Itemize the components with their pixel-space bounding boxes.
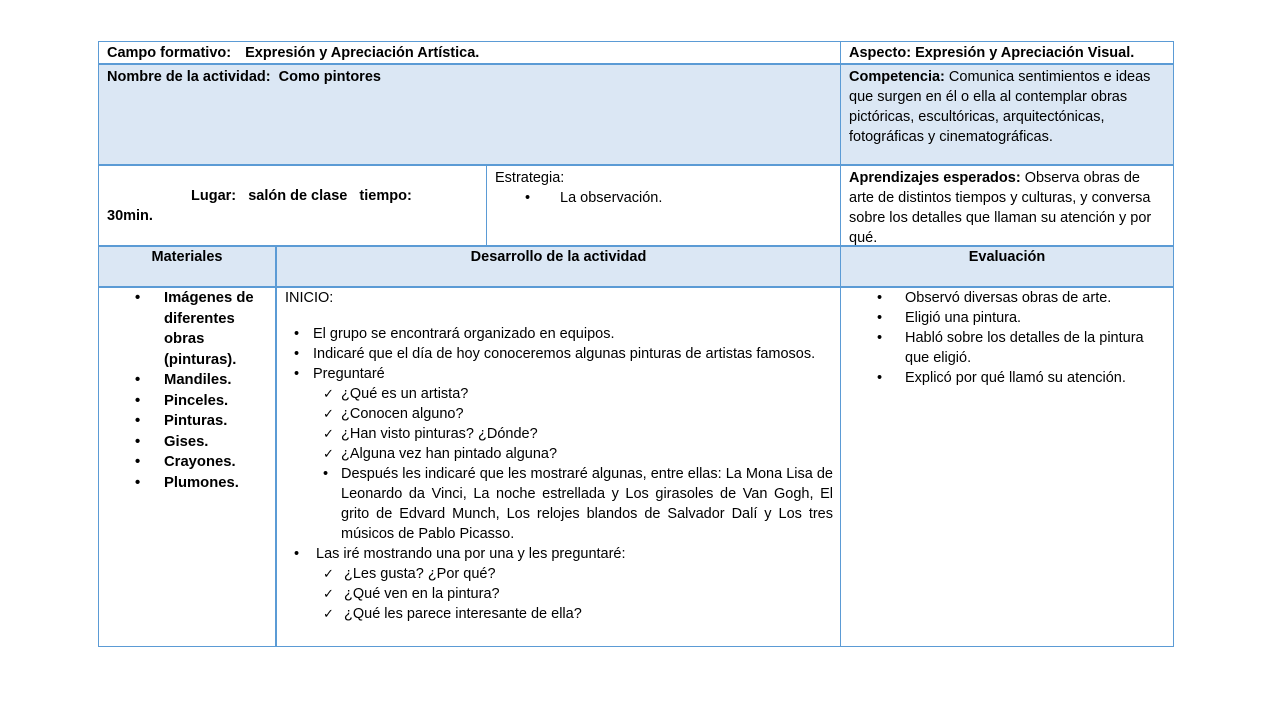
border-right bbox=[1173, 41, 1174, 647]
aprendizajes-text: Observa obras de arte de distintos tiempos y culturas, y conversa sobre los detalles que llaman su atención y por qué. bbox=[849, 170, 1152, 245]
nombre-label: Nombre de la actividad: bbox=[107, 69, 271, 85]
desarrollo-bullet: • Preguntaré bbox=[285, 364, 833, 384]
estrategia-cell bbox=[487, 166, 840, 245]
pregunta-item: ✓ ¿Qué es un artista? bbox=[285, 384, 833, 404]
evaluacion-item: • Eligió una pintura. bbox=[877, 310, 1022, 326]
estrategia-label: Estrategia: bbox=[495, 170, 565, 186]
col-header-materiales: Materiales bbox=[151, 249, 223, 265]
aprendizajes-cell bbox=[841, 166, 1173, 245]
pregunta-item: ✓ ¿Conocen alguno? bbox=[285, 404, 833, 424]
nombre-value: Como pintores bbox=[278, 69, 381, 85]
competencia-cell bbox=[841, 65, 1173, 164]
lugar-cell bbox=[99, 166, 486, 245]
desarrollo-bullet: • Las iré mostrando una por una y les preguntaré: bbox=[285, 544, 833, 564]
campo-formativo-cell bbox=[99, 42, 840, 63]
evaluacion-item: • Explicó por qué llamó su atención. bbox=[877, 370, 1126, 386]
evaluacion-item: • Observó diversas obras de arte. bbox=[877, 290, 1112, 306]
material-item: • Pinceles. bbox=[135, 392, 229, 409]
campo-label: Campo formativo: bbox=[107, 45, 232, 61]
desarrollo-cell bbox=[277, 288, 840, 646]
material-item: • Crayones. bbox=[135, 454, 236, 470]
lugar-line1: Lugar: salón de clase tiempo: bbox=[191, 188, 412, 204]
materiales-cell bbox=[99, 288, 275, 646]
estrategia-item: • La observación. bbox=[525, 190, 663, 206]
col-header-evaluacion: Evaluación bbox=[968, 249, 1046, 265]
material-item: • Mandiles. bbox=[135, 372, 232, 388]
pregunta-item: ✓ ¿Alguna vez han pintado alguna? bbox=[285, 444, 833, 464]
pregunta-item: ✓ ¿Les gusta? ¿Por qué? bbox=[285, 564, 833, 584]
desarrollo-bullet: • El grupo se encontrará organizado en equipos. bbox=[285, 324, 833, 344]
campo-value: Expresión y Apreciación Artística. bbox=[245, 45, 480, 61]
aspecto-text: Aspecto: Expresión y Apreciación Visual. bbox=[849, 45, 1135, 61]
evaluacion-cell bbox=[841, 288, 1173, 646]
competencia-label: Competencia: bbox=[849, 69, 945, 85]
desarrollo-bullet: • Indicaré que el día de hoy conoceremos algunas pinturas de artistas famosos. bbox=[285, 344, 833, 364]
pregunta-item: ✓ ¿Qué ven en la pintura? bbox=[285, 584, 833, 604]
material-item: • Plumones. bbox=[135, 474, 239, 491]
border-bottom bbox=[99, 646, 1174, 647]
aspecto-cell bbox=[841, 42, 1173, 63]
material-item: • Pinturas. bbox=[135, 413, 228, 429]
materiales-list bbox=[99, 288, 269, 493]
lugar-line2: 30min. bbox=[107, 208, 153, 224]
col-header-desarrollo: Desarrollo de la actividad bbox=[470, 249, 647, 265]
inicio-heading: INICIO: bbox=[285, 290, 334, 306]
pregunta-item: ✓ ¿Han visto pinturas? ¿Dónde? bbox=[285, 424, 833, 444]
material-item: • Imágenes de diferentes obras (pinturas). bbox=[135, 290, 254, 368]
material-item: • Gises. bbox=[135, 433, 209, 450]
pregunta-item: ✓ ¿Qué les parece interesante de ella? bbox=[285, 604, 833, 624]
aprendizajes-label: Aprendizajes esperados: bbox=[849, 170, 1021, 186]
obras-paragraph: • Después les indicaré que les mostraré algunas, entre ellas: La Mona Lisa de Leonardo da Vinci, La noche estrellada y Los girasoles de Van Gogh, El grito de Edvard Munch, Los relojes blandos de Salvador Dalí y Los tres músicos de Pablo Picasso. bbox=[285, 464, 833, 544]
evaluacion-item: • Habló sobre los detalles de la pintura que eligió. bbox=[877, 330, 1144, 366]
competencia-text: Comunica sentimientos e ideas que surgen en él o ella al contemplar obras pictóricas, escultóricas, arquitectónicas, fotográficas y cinematográficas. bbox=[849, 69, 1151, 145]
nombre-actividad-cell bbox=[99, 65, 840, 164]
